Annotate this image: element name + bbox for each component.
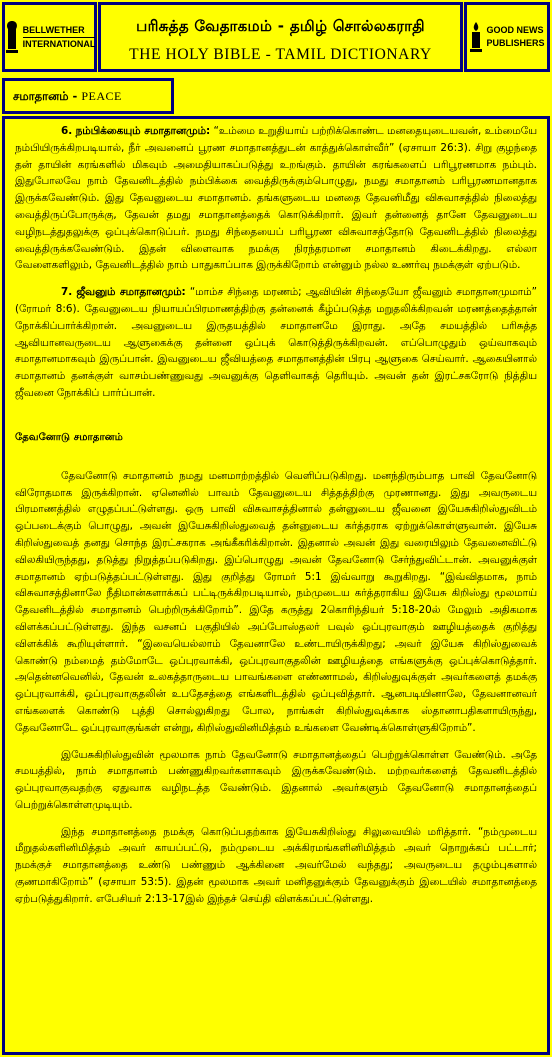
title-box [98, 2, 463, 72]
point-body: “உம்மை உறுதியாய் பற்றிக்கொண்ட மனதையுடையவன், உம்மையே நம்பியிருக்கிறபடியால், நீர் அவனைப் பூரண சமாதானத்துடன் காத்துக்கொள்வீர்” (ஏசாயா 26:3). சிறு குழந்தை தன் தாயின் கரங்களில் மிகவும் அமைதியாகப்படுத்து உறங்கும். தாயின் கரங்களைப் பரிபூரணமாக நம்பும். இதுபோலவே நாம் தேவனிடத்தில் நம்பிக்கை வைத்திருக்கும்பொழுது, நமது சமாதானம் பரிபூரணமானதாக இருக்கவேண்டும். இது தேவனுடைய சமாதானம். தங்களுடைய மனதை தேவனிமீது விசுவாசத்தில் நிலைத்து வைத்திருப்போருக்கு, தேவன் தமது சமாதானத்தைக் கொடுக்கிறார். இவர் தன்னைத் தானே தேவனுடைய வழிநடத்துதலுக்கு ஒப்புக்கொடுப்பர். நமது சிந்தையைப் பரிபூரண விசுவாசத்தோடு தேவனிடத்தில் நிலைத்து வைத்திருக்கவேண்டும். இதன் விளைவாக நமக்கு நிரந்தரமான சமாதானம் கிடைக்கிறது. எல்லா வேளைகளிலும், தேவனிடத்தில் நாம் பாதுகாப்பாக இருக்கிறோம் என்னும் நல்ல உணர்வு நமக்குள் ஏற்படும். [15, 125, 537, 272]
ram-icon [4, 19, 20, 55]
point-number: 6. [61, 125, 73, 137]
point-heading: ஜீவனும் சமாதானமும்: [76, 286, 186, 299]
page-header [0, 0, 552, 76]
paragraph-peace-with-god: தேவனோடு சமாதானம் நமது மனமாற்றத்தில் வெளிப்படுகிறது. மனந்திரும்பாத பாவி தேவனோடு விரோதமாக இருக்கிறான். ஏனெனில் பாவம் தேவனுடைய சித்தத்திற்கு முரணானது. இது அவருடைய பிரமாணத்தில் எழுதப்பட்டுள்ளது. ஒரு பாவி விசுவாசத்தினால் தன்னுடைய ஜீவனை இயேசுகிறிஸ்துவிடம் ஒப்படைக்கும் பொழுது, அவன் இயேசுகிறிஸ்துவைத் தன்னுடைய கர்த்தராக ஏற்றுக்கொள்ளுவான். இயேசு கிறிஸ்துவைத் தனது சொந்த இரட்சகராக அங்கீகரிக்கிறான். இதனால் அவன் இது வரையிலும் தேவனைவிட்டு விலகியிருந்தது, தடுத்து நிறுத்தப்படுகிறது. இப்பொழுது அவன் தேவனோடு சேர்ந்துவிட்டான். அவனுக்குள் சமாதானம் ஏற்படுத்தப்பட்டுள்ளது. இது குறித்து ரோமர் 5:1 இவ்வாறு கூறுகிறது. “இவ்விதமாக, நாம் விசுவாசத்தினாலே நீதிமான்களாக்கப் பட்டிருக்கிறபடியால், நம்முடைய கர்த்தராகிய இயேசு கிறிஸ்து மூலமாய் தேவனிடத்தில் சமாதானம் பெற்றிருக்கிறோம்”. இதே கருத்து 2கொரிந்தியர் 5:18-20ல் மேலும் அதிகமாக விளக்கப்பட்டுள்ளது. இந்த வசனப் பகுதியில் அப்போஸ்தலர் பவுல் ஒப்புரவாகும் ஊழியத்தைக் குறித்து விளக்கிக் கூறியுள்ளார். “இவையெல்லாம் தேவனாலே உண்டாயிருக்கிறது; அவர் இயேசு கிறிஸ்துவைக் கொண்டு நம்மைத் தம்மோடே ஒப்புரவாக்கி, ஒப்புரவாகுதலின் ஊழியத்தை எங்களுக்கு ஒப்புக்கொடுத்தார். அதென்னவெனில், தேவன் உலகத்தாருடைய பாவங்களை எண்ணாமல், கிறிஸ்துவுக்குள் அவர்களைத் தமக்கு ஒப்புரவாக்கி, ஒப்புரவாகுதலின் உபதேசத்தை எங்களிடத்தில் ஒப்புவித்தார். ஆனபடியினாலே, தேவனானவர் எங்களைக் கொண்டு புத்தி சொல்லுகிறது போல, நாங்கள் கிறிஸ்துவுக்காக ஸ்தானாபதிகளாயிருந்து, தேவனோடே ஒப்புரவாகுங்கள் என்று, கிறிஸ்துவினிமித்தம் உங்களை வேண்டிக்கொள்ளுகிறோம்”. [15, 469, 537, 734]
point-number: 7. [61, 286, 73, 299]
paragraph-cross: இந்த சமாதானத்தை நமக்கு கொடுப்பதற்காக இயேசுகிறிஸ்து சிலுவையில் மரித்தார். “நம்முடைய மீறுதல்களினிமித்தம் அவர் காயப்பட்டு, நம்முடைய அக்கிரமங்களினிமித்தம் அவர் நொறுக்கப் பட்டார்; நமக்குச் சமாதானத்தை உண்டு பண்ணும் ஆக்கினை அவர்மேல் வந்தது; அவருடைய தழும்புகளால் குணமாகிறோம்” (ஏசாயா 53:5). இதன் மூலமாக அவர் மனிதனுக்கும் தேவனுக்கும் இடையில் சமாதானத்தை ஏற்படுத்துகிறார். எபேசியர் 2:13-17இல் இந்தச் செய்தி விளக்கப்பட்டுள்ளது. [15, 825, 537, 905]
good-news-logo-text [486, 24, 544, 50]
point-heading: நம்பிக்கையும் சமாதானமும்: [75, 125, 211, 137]
logo-line2: PUBLISHERS [486, 38, 545, 48]
section-title-tamil: சமாதானம் [13, 89, 69, 103]
section-title [2, 78, 174, 114]
lamp-icon [469, 20, 483, 54]
logo-line1: GOOD NEWS [486, 25, 544, 35]
logo-line2: INTERNATIONAL [22, 38, 96, 49]
point-body: “மாம்ச சிந்தை மரணம்; ஆவியின் சிந்தையோ ஜீவனும் சமாதானமுமாம்” (ரோமர் 8:6). தேவனுடைய நியாயப்பிரமாணத்திற்கு தன்னைக் கீழ்ப்படுத்த மறுதலிக்கிறவன் மரணத்தைத்தான் நோக்கிப்பார்க்கிறான். அவனுடைய இருதயத்தில் சமாதானமே இராது. அதே சமயத்தில் பரிசுத்த ஆவியானவருடைய ஆளுகைக்கு தன்னை ஒப்புக் கொடுத்திருக்கிறவன். எப்பொழுதும் ஒய்வாகவும் சமாதானமாகவும் இருப்பான். இவனுடைய ஜீவியத்தை சமாதானத்தின் பிரபு ஆளுகை செய்வார். ஆகையினால் சமாதானம் தனக்குள் வாசம்பண்ணுவது அவனுக்கு தெளிவாகத் தெரியும். அவன் தன் இரட்சகரோடு நித்திய ஜீவனை நோக்கிப் பார்ப்பான். [15, 286, 537, 399]
subheading-peace-with-god: தேவனோடு சமாதானம் [15, 431, 123, 443]
title-english: THE HOLY BIBLE - TAMIL DICTIONARY [129, 46, 432, 63]
section-title-english: PEACE [81, 89, 122, 103]
title-tamil: பரிசுத்த வேதாகமம் - தமிழ் சொல்லகராதி [136, 17, 425, 35]
paragraph-through-christ: இயேசுகிறிஸ்துவின் மூலமாக நாம் தேவனோடு சமாதானத்தைப் பெற்றுக்கொள்ள வேண்டும். அதே சமயத்தில், நாம் சமாதானம் பண்ணுகிறவர்களாகவும் இருக்கவேண்டும். மற்றவர்களைத் தேவனிடத்தில் ஒப்புரவாகுவதற்கு ஏதுவாக வழிநடத்த வேண்டும். இதனால் அவர்களும் தேவனோடு சமாதானத்தைப் பெற்றுக்கொள்ளமுடியும். [15, 748, 537, 811]
paragraph-life-and-peace [15, 284, 537, 402]
section-separator: - [68, 89, 82, 103]
good-news-logo[interactable] [464, 2, 550, 72]
paragraph-hope-and-peace [15, 123, 537, 274]
bellwether-logo[interactable] [2, 2, 97, 72]
article-body [2, 116, 550, 1055]
logo-line1: BELLWETHER [23, 24, 96, 38]
bellwether-logo-text [23, 24, 96, 51]
